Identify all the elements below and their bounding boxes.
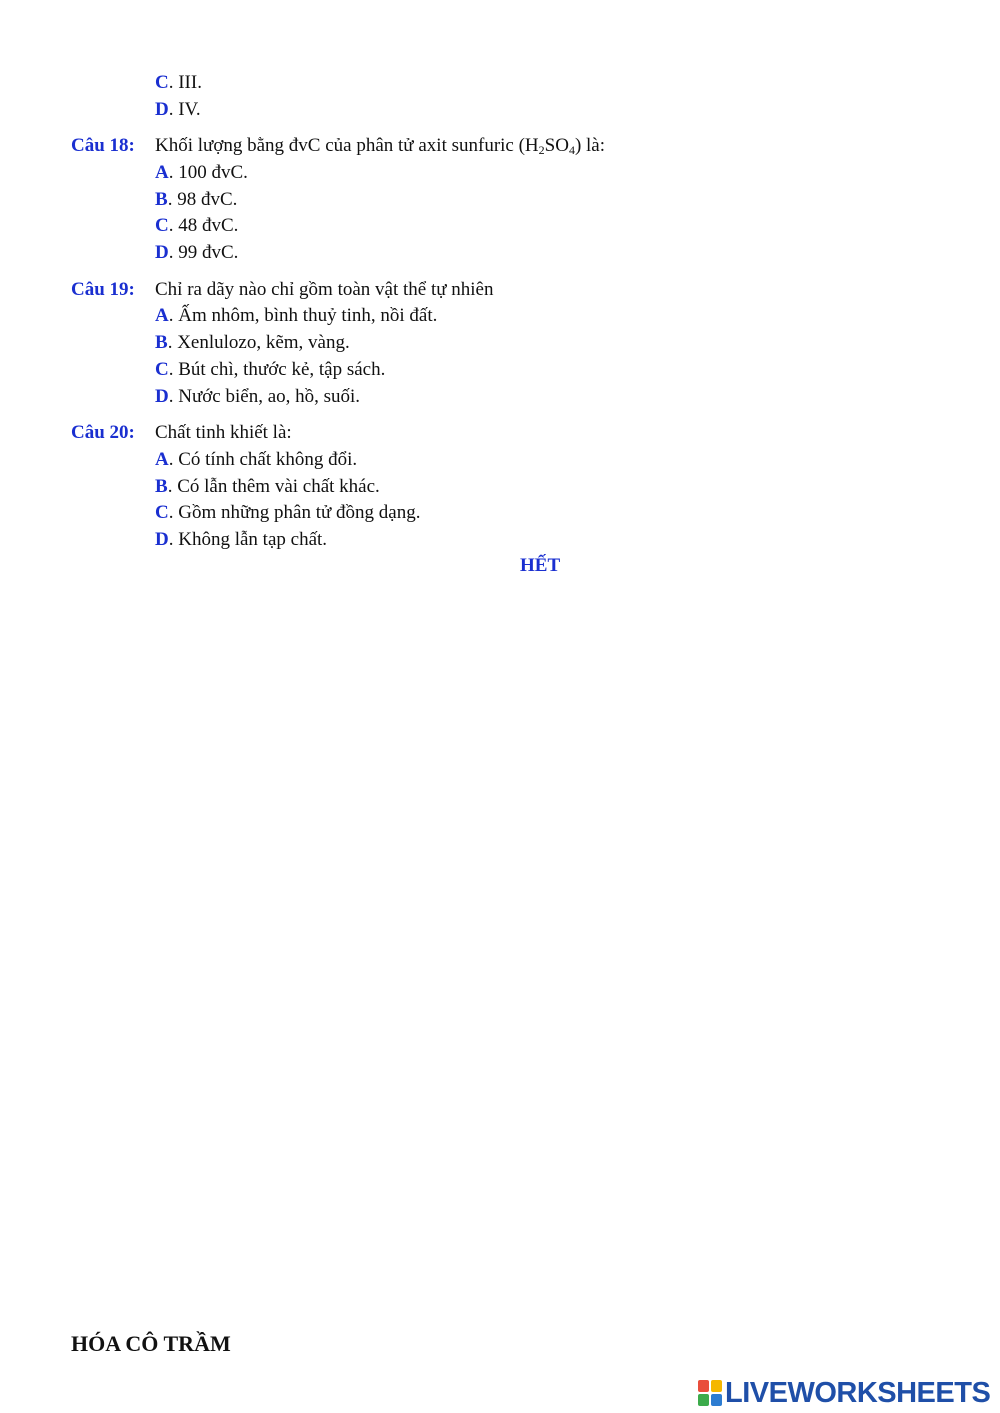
option-text: . 48 đvC. <box>168 215 239 236</box>
q19-option-b <box>155 331 350 355</box>
logo-tile-red <box>698 1380 709 1392</box>
logo-tile-blue <box>711 1394 722 1406</box>
option-text: . Có lẫn thêm vài chất khác. <box>167 476 380 497</box>
q18-label: Câu 18: <box>71 135 135 156</box>
liveworksheets-logo-icon <box>698 1380 722 1406</box>
option-text: . IV. <box>168 99 201 120</box>
option-text: . Gồm những phân tử đồng dạng. <box>168 502 421 523</box>
option-text: . 100 đvC. <box>168 162 248 183</box>
option-letter: C <box>155 359 169 380</box>
option-letter: B <box>155 476 168 497</box>
q18-option-b <box>155 188 237 212</box>
option-text: . Không lẫn tạp chất. <box>168 529 328 550</box>
q18-text-mid: SO <box>544 135 569 156</box>
q18-subscript-1: 2 <box>538 143 545 157</box>
q19-option-d <box>155 385 360 409</box>
liveworksheets-brand <box>698 1377 990 1409</box>
option-letter: A <box>155 162 169 183</box>
option-letter: C <box>155 502 169 523</box>
q18-question <box>155 134 605 162</box>
option-letter: C <box>155 215 169 236</box>
q18-text-before: Khối lượng bằng đvC của phân tử axit sunfuric (H <box>155 135 539 156</box>
q19-question: Chỉ ra dãy nào chỉ gồm toàn vật thể tự nhiên <box>155 279 494 300</box>
option-letter: D <box>155 99 169 120</box>
option-text: . Bút chì, thước kẻ, tập sách. <box>168 359 386 380</box>
q20-question: Chất tinh khiết là: <box>155 422 292 443</box>
option-text: . 99 đvC. <box>168 242 239 263</box>
option-text: . 98 đvC. <box>167 189 238 210</box>
option-letter: D <box>155 242 169 263</box>
q19-option-a <box>155 304 437 328</box>
logo-tile-green <box>698 1394 709 1406</box>
q17-option-c <box>155 71 202 95</box>
q20-option-c <box>155 501 420 525</box>
end-mark: HẾT <box>520 555 561 576</box>
q18-option-a <box>155 161 248 185</box>
q20-option-d <box>155 528 327 552</box>
option-letter: C <box>155 72 169 93</box>
option-letter: B <box>155 332 168 353</box>
q18-subscript-2: 4 <box>568 143 575 157</box>
q20-option-b <box>155 475 380 499</box>
logo-tile-yellow <box>711 1380 722 1392</box>
option-text: . Ấm nhôm, bình thuỷ tinh, nồi đất. <box>168 305 438 326</box>
q17-option-d <box>155 98 201 122</box>
option-letter: D <box>155 386 169 407</box>
q20-label: Câu 20: <box>71 422 135 443</box>
q18-option-c <box>155 214 238 238</box>
footer-author: HÓA CÔ TRẦM <box>71 1331 231 1356</box>
q20-option-a <box>155 448 357 472</box>
brand-wordmark: LIVEWORKSHEETS <box>725 1376 991 1409</box>
option-letter: D <box>155 529 169 550</box>
option-text: . Nước biển, ao, hồ, suối. <box>168 386 361 407</box>
option-text: . Có tính chất không đổi. <box>168 449 358 470</box>
q18-option-d <box>155 241 238 265</box>
q18-text-after: ) là: <box>574 135 606 156</box>
option-letter: B <box>155 189 168 210</box>
option-letter: A <box>155 449 169 470</box>
option-text: . III. <box>168 72 202 93</box>
q19-option-c <box>155 358 385 382</box>
option-letter: A <box>155 305 169 326</box>
option-text: . Xenlulozo, kẽm, vàng. <box>167 332 350 353</box>
q19-label: Câu 19: <box>71 279 135 300</box>
